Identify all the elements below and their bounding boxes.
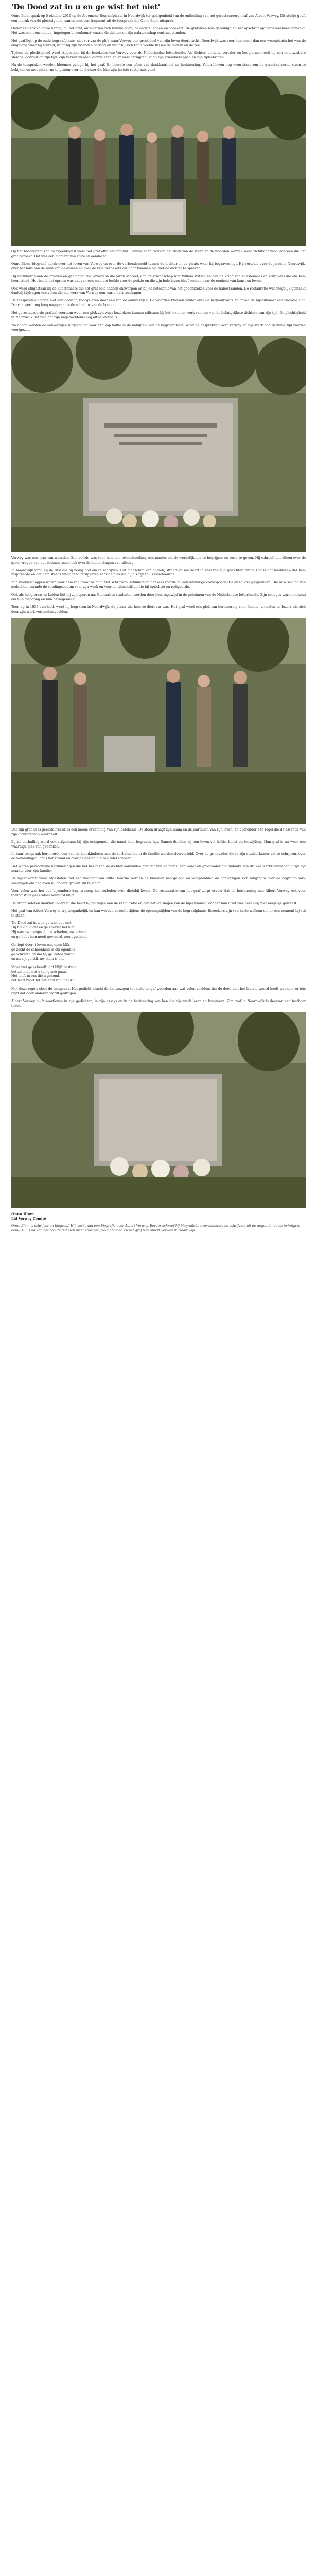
paragraph: Bij de onthulling werd ook stilgestaan bij zijn echtgenote, die naast hem begraven ligt. Samen deelden zij een leven vol liefde, kunst en toewijding. Hun graf is nu weer een waardige plek van gedenken.	[11, 840, 306, 849]
paragraphs-block-3	[11, 556, 306, 615]
paragraph: De bijeenkomst werd afgesloten met een moment van stilte. Daarna werden de bloemen neergelegd en verspreidden de aanwezigen zich langzaam over de begraafplaats, sommigen om nog even bij andere graven stil te staan.	[11, 877, 306, 885]
paragraph: Dat zijn graf nu is gerestaureerd, is een mooie erkenning van zijn betekenis. De steen draagt zijn naam en de jaartallen van zijn leven, en daaronder een regel die de essentie van zijn dichterschap weergeeft.	[11, 827, 306, 836]
signature-name: Onno Blom	[11, 1211, 34, 1216]
poem-stanza: 'De Dood zat in u en ge wist het niet. Hij hield u dicht en ge voeldet het niet. Hij was uw metgezel, uw schaduw, uw vriend, en ge hebt hem nooit gevreesd, nooit gediend.	[11, 921, 88, 939]
paragraph: Zijn vriendschappen waren voor hem van groot belang. Met schrijvers, schilders en denkers voerde hij een levendige correspondentie en talloze gesprekken. Die uitwisseling van gedachten vormde de voedingsbodem voor zijn werk en voor de tijdschriften die hij oprichtte en redigeerde.	[11, 581, 306, 589]
photo-gravestone-image	[11, 336, 306, 552]
paragraph: Onno Blom, biograaf, sprak over het leven van Verwey en over de verbondenheid tussen de dichter en de plaats waar hij begraven ligt. Hij vertelde over de jaren in Noordwijk, over het huis aan de rand van de duinen en over de vele bezoekers die daar kwamen om met de dichter te spreken.	[11, 262, 306, 270]
paragraph: Voor velen was het een bijzondere dag, waarop het verleden even dichtbij kwam. De restauratie van het graf zorgt ervoor dat de herinnering aan Albert Verwey ook voor toekomstige generaties bewaard blijft.	[11, 889, 306, 897]
poem-stanza: Ge liept door 't leven met open blik, ge zocht de schoonheid in elk ogenblik, ge schreeft, ge dacht, ge leefde voluit, en nu zijt ge stil, uw stem is uit.	[11, 943, 77, 961]
paragraph: Verwey was een man van woorden. Zijn poëzie was voor hem een levenshouding, een manier om de werkelijkheid te begrijpen en vorm te geven. Hij schreef niet alleen over de grote vragen van het bestaan, maar ook over de kleine dingen van alledag.	[11, 556, 306, 565]
paragraph: Tijdens de plechtigheid werd stilgestaan bij de betekenis van Verwey voor de Nederlandse letterkunde. Als dichter, criticus, vertaler en hoogleraar heeft hij een onuitwisbare stempel gedrukt op zijn tijd. Zijn verzen werden voorgelezen en er werd teruggeblikt op zijn vriendschappen en zijn tijdschriften.	[11, 51, 306, 60]
paragraphs-block-1	[11, 14, 306, 73]
poem-stanza: Maar wat ge schreeft, dat blijft bestaan, het zal niet met u ten grave gaan. Het leeft in ons die u gekend, het leeft voort tot het eind van 't end.'	[11, 965, 78, 983]
paragraph: Onder een strakblauwe hemel, bij het graf, ontmoetten zich familieleden, belangstellenden en sprekers. De grafsteen was gereinigd en het opschrift opnieuw leesbaar gemaakt. Het was een eenvoudige, ingetogen bijeenkomst waarin de dichter en zijn nalatenschap centraal stonden.	[11, 26, 306, 35]
paragraph: Het graf ligt op de oude begraafplaats, niet ver van de plek waar Verwey een groot deel van zijn leven doorbracht. Noordwijk was voor hem meer dan een woonplaats: het was de omgeving waar hij schreef, waar hij zijn vrienden ontving en waar hij zich thuis voelde tussen de duinen en de zee.	[11, 39, 306, 47]
paragraph: In haar toespraak herinnerde een van de kleinkinderen aan de verhalen die in de familie werden doorverteld. Over de grootvader die in zijn studeerkamer zat te schrijven, over de wandelingen langs het strand en over de gasten die aan tafel schoven.	[11, 852, 306, 861]
article-content	[11, 3, 306, 1233]
paragraph: Ook werd stilgestaan bij de kunstenaars die het graf ooit hebben ontworpen en bij de betekenis van het gedenkteken voor de nabestaanden. De restauratie was mogelijk gemaakt dankzij bijdragen van velen die het werk van Verwey een warm hart toedragen.	[11, 286, 306, 295]
poem	[11, 921, 306, 984]
paragraph: Albert Verwey blijft voortleven in zijn gedichten, in zijn essays en in de herinnering van hen die zijn werk lezen en koesteren. Zijn graf in Noordwijk is daarvan een tastbaar teken.	[11, 999, 306, 1008]
photo-gravestone	[11, 336, 306, 552]
photo-flowers-image	[11, 1012, 306, 1208]
paragraph: De organisatoren dankten iedereen die heeft bijgedragen aan de restauratie en aan het welslagen van de bijeenkomst. Zonder hun inzet was deze dag niet mogelijk geweest.	[11, 901, 298, 905]
paragraph: Op het hoogtepunt van de bijeenkomst werd het graf officieel onthuld. Familieleden trokken het doek van de steen en de woorden werden weer zichtbaar voor iedereen die het graf bezoekt. Het was een moment van stilte en aandacht.	[11, 250, 306, 258]
paragraph: In Noordwijk vond hij de rust die hij nodig had om te schrijven. Het landschap van duinen, strand en zee keert in veel van zijn gedichten terug. Het is dat landschap dat hem inspireerde en dat hem steeds weer deed terugkeren naar de plek die hij als zijn thuis beschouwde.	[11, 568, 306, 577]
photo-attendees	[11, 618, 306, 824]
paragraph: Het waren persoonlijke herinneringen die het beeld van de dichter aanvulden met dat van de mens: een vader en grootvader die ondanks zijn drukke werkzaamheden altijd tijd maakte voor zijn familie.	[11, 865, 306, 873]
author-bio: Onno Blom is schrijver en biograaf. Hij werkt aan een biografie over Albert Verwey. Eerder schreef hij biografieën over schilders en schrijvers uit de negentiende en twintigste eeuw. Hij is lid van het comité dat zich inzet voor het gedachtegoed en het graf van Albert Verwey in Noordwijk.	[11, 1224, 301, 1232]
signature	[11, 1212, 306, 1221]
paragraph: Ook als hoogleraar in Leiden liet hij zijn sporen na. Generaties studenten werden door hem ingewijd in de geheimen van de Nederlandse letterkunde. Zijn colleges waren bekend om hun diepgang en hun bevlogenheid.	[11, 593, 306, 602]
photo-flowers	[11, 1012, 306, 1208]
paragraphs-block-2	[11, 250, 306, 333]
photo-unveiling	[11, 76, 306, 246]
photo-unveiling-image	[11, 76, 306, 246]
signature-role: Lid Verwey Comité	[11, 1216, 46, 1221]
paragraph: De toespraak eindigde met een gedicht, voorgelezen door een van de aanwezigen. De woorden klonken helder over de begraafplaats en gaven de bijeenkomst een waardig slot. Daarna werd nog lang nagepraat in de schaduw van de bomen.	[11, 299, 306, 308]
photo-attendees-image	[11, 618, 306, 824]
paragraphs-block-5	[11, 987, 306, 1009]
paragraph: Na afloop werden de aanwezigen uitgenodigd voor een kop koffie in de nabijheid van de begraafplaats, waar de gesprekken over Verwey en zijn werk nog geruime tijd werden voortgezet.	[11, 323, 306, 332]
paragraph: Toen hij in 1937 overleed, werd hij begraven in Noordwijk, de plaats die hem zo dierbaar was. Het graf werd een plek van herinnering voor familie, vrienden en lezers die zich door zijn werk verbonden voelden.	[11, 605, 306, 614]
paragraph: Met deze regels sloot de toespraak. Het gedicht bracht de aanwezigen tot stilte en gaf woorden aan wat velen voelden: dat de dood niet het laatste woord heeft wanneer er iets blijft dat door anderen wordt gedragen.	[11, 987, 306, 996]
article-title: 'De Dood zat in u en ge wist het niet'	[11, 3, 161, 11]
paragraph: Hij herinnerde aan de brieven en gedichten die Verwey in die jaren schreef, aan de vriendschap met Willem Witsen en aan de kring van kunstenaars en schrijvers die om hem heen stond. Het beeld dat oprees was dat van een man die leefde voor de poëzie en die zijn hele leven bleef zoeken naar de eenheid van kunst en leven.	[11, 274, 306, 283]
paragraph: Het graf van Albert Verwey is vrij toegankelijk en kan worden bezocht tijdens de openingstijden van de begraafplaats. Bezoekers zijn van harte welkom om er een moment bij stil te staan.	[11, 909, 306, 918]
paragraph: Het gerestaureerde graf zal voortaan weer een plek zijn waar bezoekers kunnen stilstaan bij het leven en werk van een van de belangrijkste dichters van zijn tijd. De plechtigheid in Noordwijk liet zien dat zijn nagedachtenis nog altijd levend is.	[11, 311, 306, 320]
paragraphs-block-4	[11, 828, 306, 919]
paragraph: Na de toespraken werden bloemen gelegd bij het graf. Er heerste een sfeer van dankbaarheid en herinnering. Velen bleven nog even staan om de gerestaureerde steen te bekijken en met elkaar na te praten over de dichter die hier zijn laatste rustplaats vond.	[11, 63, 306, 72]
paragraph: Onno Blom sprak op 5 oktober 2019 op de Algemene Begraafplaats in Noordwijk ter gelegenheid van de onthulling van het gerestaureerd graf van Albert Verwey. Dit stukje geeft een indruk van de plechtigheid, samen met een fragment uit de toespraak die Onno Blom uitsprak.	[11, 14, 306, 23]
